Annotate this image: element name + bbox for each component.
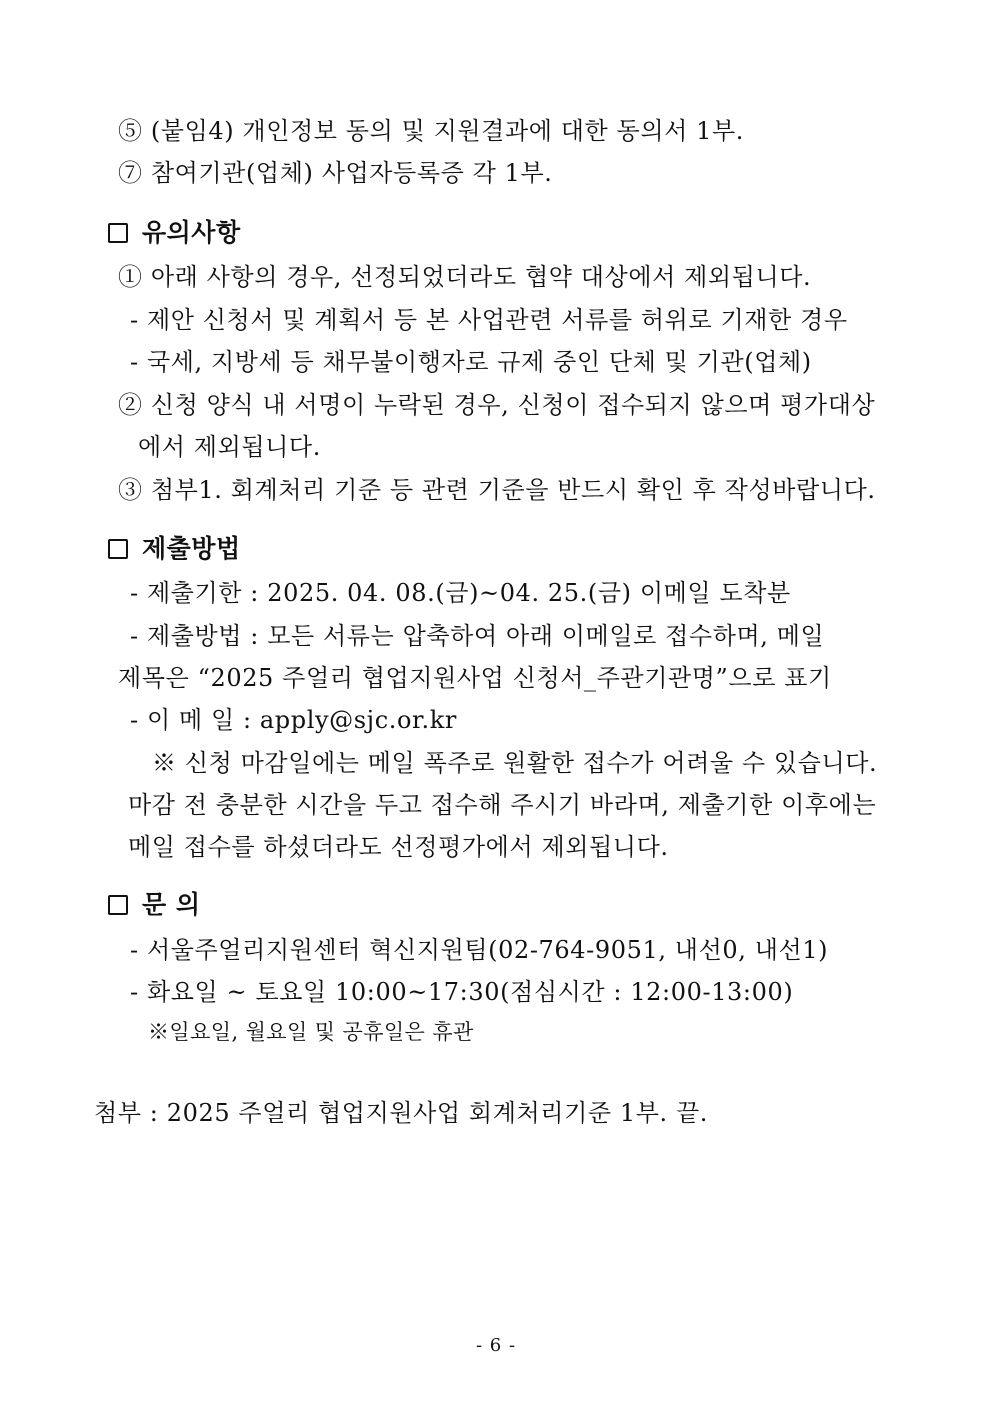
notes-item-1-sub-2: - 국세, 지방세 등 채무불이행자로 규제 중인 단체 및 기관(업체)	[130, 348, 812, 376]
submission-email: - 이 메 일 : apply@sjc.or.kr	[130, 706, 457, 734]
inquiry-title: 문 의	[142, 890, 201, 919]
inquiry-hours: - 화요일 ~ 토요일 10:00~17:30(점심시간 : 12:00-13:00)	[130, 978, 794, 1006]
attachment-note: 첨부 : 2025 주얼리 협업지원사업 회계처리기준 1부. 끝.	[94, 1099, 708, 1127]
attachment-item-7: ⑦ 참여기관(업체) 사업자등록증 각 1부.	[118, 159, 553, 187]
notes-item-1-sub-1: - 제안 신청서 및 계획서 등 본 사업관련 서류를 허위로 기재한 경우	[130, 306, 848, 334]
notes-item-2-line-1: ② 신청 양식 내 서명이 누락된 경우, 신청이 접수되지 않으며 평가대상	[118, 391, 876, 419]
inquiry-contact: - 서울주얼리지원센터 혁신지원팀(02-764-9051, 내선0, 내선1)	[130, 936, 829, 964]
inquiry-closed-note: ※일요일, 월요일 및 공휴일은 휴관	[148, 1020, 474, 1044]
submission-method-line-2: 제목은 “2025 주얼리 협업지원사업 신청서_주관기관명”으로 표기	[118, 664, 832, 692]
notes-item-2-line-2: 에서 제외됩니다.	[138, 433, 321, 461]
submission-deadline: - 제출기한 : 2025. 04. 08.(금)~04. 25.(금) 이메일 도착분	[130, 579, 791, 607]
checkbox-icon	[108, 539, 128, 559]
submission-warning-line-3: 메일 접수를 하셨더라도 선정평가에서 제외됩니다.	[128, 833, 669, 861]
notes-item-3: ③ 첨부1. 회계처리 기준 등 관련 기준을 반드시 확인 후 작성바랍니다.	[118, 476, 876, 504]
submission-warning-line-2: 마감 전 충분한 시간을 두고 접수해 주시기 바라며, 제출기한 이후에는	[128, 791, 877, 819]
inquiry-heading	[108, 890, 201, 920]
submission-warning-line-1: ※ 신청 마감일에는 메일 폭주로 원활한 접수가 어려울 수 있습니다.	[152, 749, 878, 777]
submission-method-line-1: - 제출방법 : 모든 서류는 압축하여 아래 이메일로 접수하며, 메일	[130, 622, 825, 650]
notes-heading	[108, 218, 241, 248]
attachment-item-5: ⑤ (붙임4) 개인정보 동의 및 지원결과에 대한 동의서 1부.	[118, 117, 745, 145]
notes-title: 유의사항	[142, 218, 241, 247]
notes-item-1: ① 아래 사항의 경우, 선정되었더라도 협약 대상에서 제외됩니다.	[118, 263, 812, 291]
checkbox-icon	[108, 223, 128, 243]
checkbox-icon	[108, 895, 128, 915]
submission-title: 제출방법	[142, 534, 241, 563]
page-number: - 6 -	[475, 1335, 517, 1356]
submission-heading	[108, 534, 241, 564]
